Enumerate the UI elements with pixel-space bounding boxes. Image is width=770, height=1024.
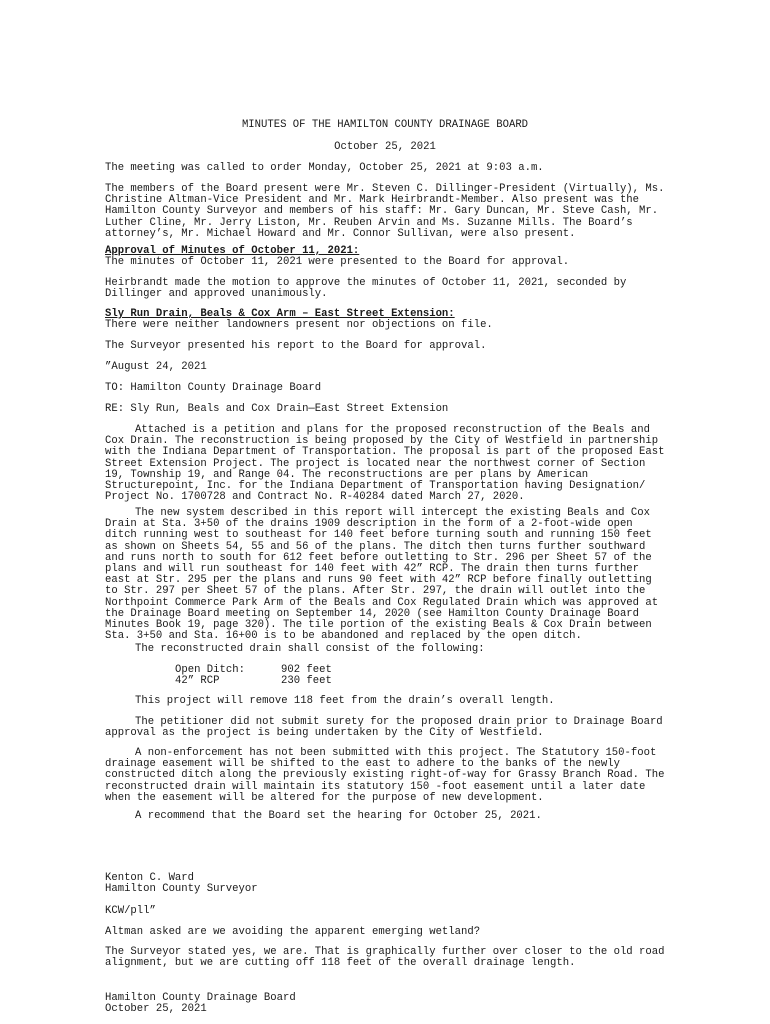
table-cell-length: 230 feet: [281, 675, 332, 688]
paragraph-recommend: A recommend that the Board set the hearing for October 25, 2021.: [135, 810, 542, 822]
paragraph-new-system: The new system described in this report will intercept the existing Beals and Cox Drain at Sta. 3+50 of the drains 1909 description in the form of a 2-foot-wide open ditch running west to southeast for 140 feet before turning south and running 150 feet as shown on Sheets 54, 55 and 56 of the plans. The ditch then turns further southward and runs north to south for 612 feet before outletting to Str. 296 per Sheet 57 of the plans and will run southeast for 140 feet with 42” RCP. The drain then turns further east at Str. 295 per the plans and runs 90 feet with 42” RCP before finally outletting to Str. 297 per Sheet 57 of the plans. After Str. 297, the drain will outlet into the Northpoint Commerce Park Arm of the Beals and Cox Regulated Drain which was approved at the Drainage Board meeting on September 14, 2020 (see Hamilton County Drainage Board Minutes Book 19, page 320). The tile portion of the existing Beals & Cox Drain between Sta. 3+50 and Sta. 16+00 is to be abandoned and replaced by the open ditch.: [105, 507, 659, 643]
paragraph-surety: The petitioner did not submit surety for the proposed drain prior to Drainage Board approval as the project is being undertaken by the City of Westfield.: [105, 716, 663, 740]
letter-date: ”August 24, 2021: [105, 361, 207, 373]
paragraph-altman-question: Altman asked are we avoiding the apparent emerging wetland?: [105, 926, 481, 938]
letter-re: RE: Sly Run, Beals and Cox Drain—East Street Extension: [105, 403, 449, 415]
paragraph-remove-length: This project will remove 118 feet from the drain’s overall length.: [135, 695, 555, 707]
page-footer: [105, 993, 665, 1015]
paragraph-no-objections: There were neither landowners present nor objections on file.: [105, 319, 493, 331]
paragraph-petition-attached: Attached is a petition and plans for the proposed reconstruction of the Beals and Cox Drain. The reconstruction is being proposed by the City of Westfield in partnership with the Indiana Department of Transportation. The proposal is part of the proposed East Street Extension Project. The project is located near the northwest corner of Section 19, Township 19, and Range 04. The reconstructions are per plans by American Structurepoint, Inc. for the Indiana Department of Transportation having Designation/ Project No. 1700728 and Contract No. R-40284 dated March 27, 2020.: [105, 424, 665, 504]
signature-initials: KCW/pll”: [105, 905, 156, 917]
footer-date: October 25, 2021: [105, 1003, 207, 1016]
table-cell-item: Open Ditch:: [175, 664, 245, 676]
paragraph-non-enforcement: A non-enforcement has not been submitted with this project. The Statutory 150-foot drainage easement will be shifted to the east to adhere to the banks of the newly constructed ditch along the previously existing right-of-way for Grassy Branch Road. The reconstructed drain will maintain its statutory 150 -foot easement until a later date when the easement will be altered for the purpose of new development.: [105, 747, 665, 804]
heading-approval-of-minutes: Approval of Minutes of October 11, 2021:: [105, 245, 360, 257]
paragraph-approval-presented: The minutes of October 11, 2021 were presented to the Board for approval.: [105, 256, 570, 268]
table-cell-item: 42” RCP: [175, 675, 220, 688]
table-row: [175, 676, 332, 687]
drain-length-table: [175, 665, 332, 687]
paragraph-called-to-order: The meeting was called to order Monday, October 25, 2021 at 9:03 a.m.: [105, 162, 544, 174]
paragraph-consist: The reconstructed drain shall consist of the following:: [135, 643, 485, 655]
footer-board-name: Hamilton County Drainage Board: [105, 992, 296, 1004]
signature-title: Hamilton County Surveyor: [105, 883, 258, 896]
letter-to: TO: Hamilton County Drainage Board: [105, 382, 322, 394]
document-title: MINUTES OF THE HAMILTON COUNTY DRAINAGE BOARD: [241, 119, 529, 131]
signature-block: [105, 873, 665, 895]
paragraph-surveyor-answer: The Surveyor stated yes, we are. That is graphically further over closer to the old road alignment, but we are cutting off 118 feet of the overall drainage length.: [105, 946, 665, 970]
heading-sly-run-drain: Sly Run Drain, Beals & Cox Arm – East Street Extension:: [105, 308, 455, 320]
paragraph-surveyor-report: The Surveyor presented his report to the Board for approval.: [105, 340, 487, 352]
paragraph-approval-motion: Heirbrandt made the motion to approve the minutes of October 11, 2021, seconded by Dillinger and approved unanimously.: [105, 277, 627, 301]
paragraph-members-present: The members of the Board present were Mr. Steven C. Dillinger-President (Virtually), Ms. Christine Altman-Vice President and Mr. Mark Heirbrandt-Member. Also present was the Hamilton County Surveyor and members of his staff: Mr. Gary Duncan, Mr. Steve Cash, Mr. Luther Cline, Mr. Jerry Liston, Mr. Reuben Arvin and Ms. Suzanne Mills. The Board’s attorney’s, Mr. Michael Howard and Mr. Connor Sullivan, were also present.: [105, 183, 665, 240]
signature-name: Kenton C. Ward: [105, 872, 195, 884]
table-cell-length: 902 feet: [281, 664, 332, 676]
meeting-date: October 25, 2021: [334, 141, 436, 153]
